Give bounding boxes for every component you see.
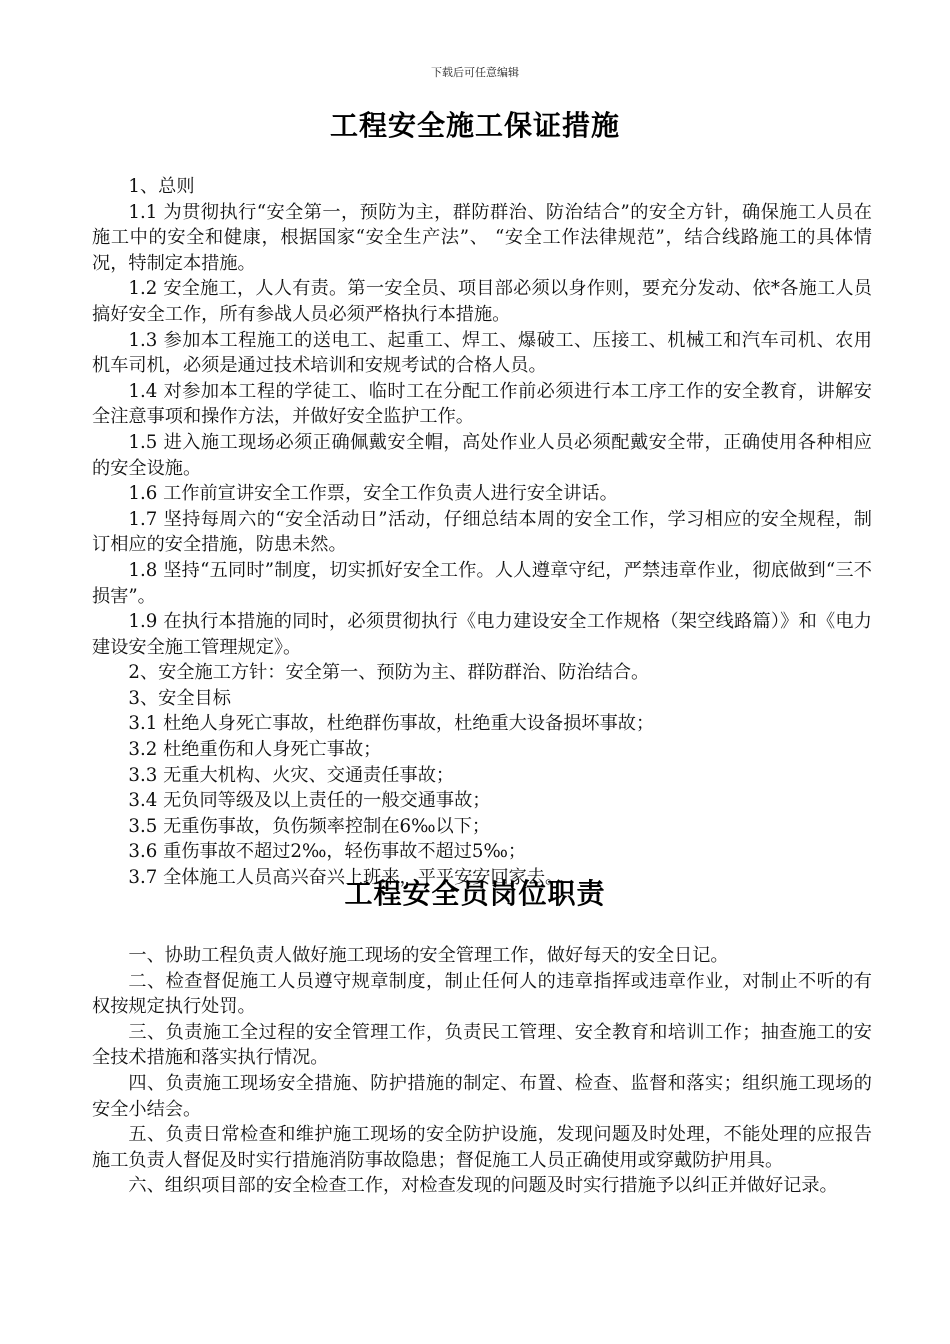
paragraph: 1.6 工作前宣讲安全工作票，安全工作负责人进行安全讲话。 xyxy=(128,483,618,505)
duty-item: 一、协助工程负责人做好施工现场的安全管理工作，做好每天的安全日记。 xyxy=(128,945,729,966)
document-title-safety-measures: 工程安全施工保证措施 xyxy=(329,109,620,142)
list-item: 3.2 杜绝重伤和人身死亡事故； xyxy=(128,739,382,761)
document-title-safety-officer-duties: 工程安全员岗位职责 xyxy=(344,877,606,910)
paragraph: 1.3 参加本工程施工的送电工、起重工、焊工、爆破工、压接工、机械工和汽车司机、农用机车司机，必须是通过技术培训和安规考试的合格人员。 xyxy=(92,329,872,377)
duty-item: 五、负责日常检查和维护施工现场的安全防护设施，发现问题及时处理，不能处理的应报告施工负责人督促及时实行措施消防事故隐患；督促施工人员正确使用或穿戴防护用具。 xyxy=(92,1124,872,1171)
paragraph: 1.9 在执行本措施的同时，必须贯彻执行《电力建设安全工作规格（架空线路篇）》和《电力建设安全施工管理规定》。 xyxy=(92,611,872,658)
paragraph: 2、安全施工方针：安全第一、预防为主、群防群治、防治结合。 xyxy=(128,662,650,684)
paragraph: 1.2 安全施工，人人有责。第一安全员、项目部必须以身作则，要充分发动、依*各施工人员搞好安全工作，所有参战人员必须严格执行本措施。 xyxy=(92,278,872,325)
duty-item: 四、负责施工现场安全措施、防护措施的制定、布置、检查、监督和落实；组织施工现场的安全小结会。 xyxy=(92,1072,872,1120)
paragraph: 3、安全目标 xyxy=(128,687,231,709)
safety-officer-duties-body xyxy=(92,943,872,1199)
paragraph: 1.5 进入施工现场必须正确佩戴安全帽，高处作业人员必须配戴安全带，正确使用各种相应的安全设施。 xyxy=(92,431,872,479)
paragraph: 1.1 为贯彻执行“安全第一，预防为主，群防群治、防治结合”的安全方针，确保施工人员在施工中的安全和健康，根据国家“安全生产法”、 “安全工作法律规范”，结合线路施工的具体情况，特制定本措施。 xyxy=(92,201,872,274)
list-item: 3.3 无重大机构、火灾、交通责任事故； xyxy=(128,764,455,786)
list-item: 3.5 无重伤事故，负伤频率控制在6‰以下； xyxy=(128,815,491,837)
list-item: 3.6 重伤事故不超过2‰，轻伤事故不超过5‰； xyxy=(128,841,527,863)
paragraph: 1、总则 xyxy=(128,176,195,197)
paragraph: 1.4 对参加本工程的学徒工、临时工在分配工作前必须进行本工序工作的安全教育，讲解安全注意事项和操作方法，并做好安全监护工作。 xyxy=(92,380,872,428)
list-item: 3.7 全体施工人员高兴奋兴上班来，平平安安回家去。 xyxy=(128,867,564,889)
safety-measures-body xyxy=(92,174,872,891)
paragraph: 1.8 坚持“五同时”制度，切实抓好安全工作。人人遵章守纪，严禁违章作业，彻底做到“三不损害”。 xyxy=(92,559,872,607)
header-note: 下载后可任意编辑 xyxy=(431,66,519,79)
list-item: 3.4 无负同等级及以上责任的一般交通事故； xyxy=(128,790,491,812)
duty-item: 三、负责施工全过程的安全管理工作，负责民工管理、安全教育和培训工作；抽查施工的安全技术措施和落实执行情况。 xyxy=(92,1021,872,1069)
list-item: 3.1 杜绝人身死亡事故，杜绝群伤事故，杜绝重大设备损坏事故； xyxy=(128,713,655,735)
paragraph: 1.7 坚持每周六的“安全活动日”活动，仔细总结本周的安全工作，学习相应的安全规程，制订相应的安全措施，防患未然。 xyxy=(92,508,872,556)
duty-item: 二、检查督促施工人员遵守规章制度，制止任何人的违章指挥或违章作业，对制止不听的有权按规定执行处罚。 xyxy=(92,970,872,1018)
duty-item: 六、组织项目部的安全检查工作，对检查发现的问题及时实行措施予以纠正并做好记录。 xyxy=(128,1175,838,1197)
